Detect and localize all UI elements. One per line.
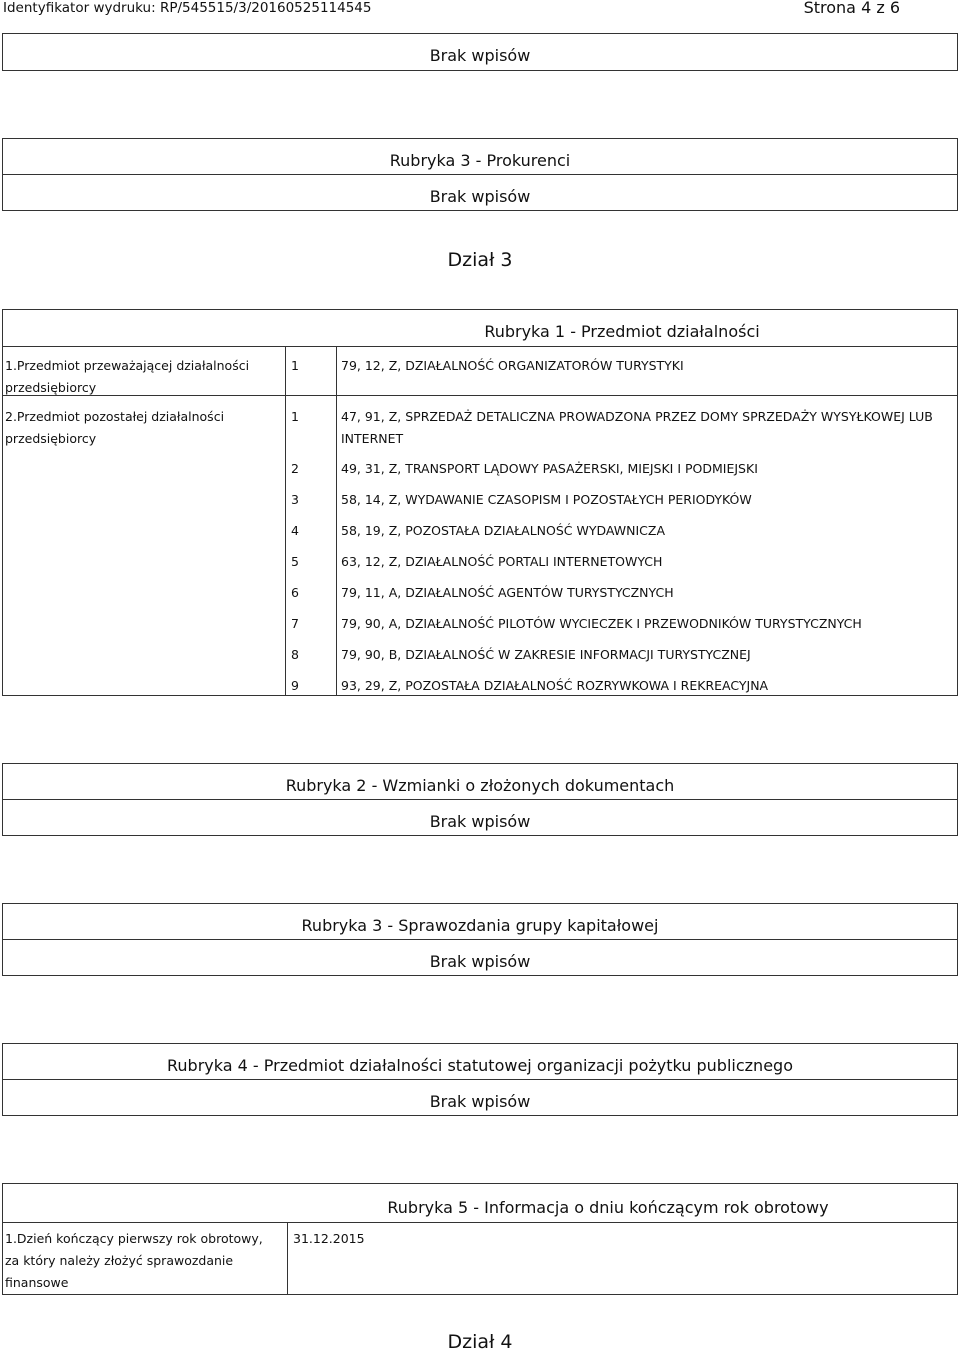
other-activity-text: 63, 12, Z, DZIAŁALNOŚĆ PORTALI INTERNETOWYCH bbox=[341, 554, 663, 569]
main-activity-number: 1 bbox=[291, 358, 299, 373]
other-activity-text: 79, 90, A, DZIAŁALNOŚĆ PILOTÓW WYCIECZEK I PRZEWODNIKÓW TURYSTYCZNYCH bbox=[341, 616, 862, 631]
other-activity-number: 7 bbox=[291, 616, 299, 631]
rubryka-2-empty-text: Brak wpisów bbox=[429, 812, 531, 831]
other-activity-text: 47, 91, Z, SPRZEDAŻ DETALICZNA PROWADZONA PRZEZ DOMY SPRZEDAŻY WYSYŁKOWEJ LUB INTERNET bbox=[341, 409, 933, 446]
other-activity-number: 1 bbox=[291, 409, 299, 424]
rubryka-5-section bbox=[2, 1183, 958, 1295]
previous-rubric-box bbox=[2, 33, 958, 71]
section-title-dzial-4: Dział 4 bbox=[447, 1331, 513, 1353]
rubryka-1-section bbox=[2, 309, 958, 696]
other-activity-number: 9 bbox=[291, 678, 299, 693]
rubryka-4-title: Rubryka 4 - Przedmiot działalności statutowej organizacji pożytku publicznego bbox=[167, 1056, 793, 1075]
rubryka-3-title: Rubryka 3 - Sprawozdania grupy kapitałowej bbox=[301, 916, 659, 935]
rubryka-3-empty-text: Brak wpisów bbox=[429, 952, 531, 971]
main-activity-text: 79, 12, Z, DZIAŁALNOŚĆ ORGANIZATORÓW TURYSTYKI bbox=[341, 358, 684, 373]
main-activity-label: 1.Przedmiot przeważającej działalności przedsiębiorcy bbox=[5, 358, 250, 395]
rubryka-2-section bbox=[2, 763, 958, 836]
other-activity-text: 79, 11, A, DZIAŁALNOŚĆ AGENTÓW TURYSTYCZNYCH bbox=[341, 585, 674, 600]
rubryka-5-title: Rubryka 5 - Informacja o dniu kończącym rok obrotowy bbox=[387, 1198, 829, 1217]
other-activity-text: 58, 14, Z, WYDAWANIE CZASOPISM I POZOSTAŁYCH PERIODYKÓW bbox=[341, 492, 752, 507]
prokurenci-empty-text: Brak wpisów bbox=[429, 187, 531, 206]
other-activity-text: 79, 90, B, DZIAŁALNOŚĆ W ZAKRESIE INFORMACJI TURYSTYCZNEJ bbox=[341, 647, 751, 662]
fiscal-year-end-label: 1.Dzień kończący pierwszy rok obrotowy, za który należy złożyć sprawozdanie finansowe bbox=[5, 1231, 263, 1290]
rubryka-3-section bbox=[2, 903, 958, 976]
other-activity-number: 4 bbox=[291, 523, 299, 538]
rubryka-2-title: Rubryka 2 - Wzmianki o złożonych dokumentach bbox=[285, 776, 675, 795]
other-activity-number: 5 bbox=[291, 554, 299, 569]
prokurenci-section bbox=[2, 138, 958, 211]
empty-entries-text: Brak wpisów bbox=[429, 46, 531, 65]
other-activity-label: 2.Przedmiot pozostałej działalności przedsiębiorcy bbox=[5, 409, 225, 446]
other-activity-number: 6 bbox=[291, 585, 299, 600]
rubryka-4-empty-text: Brak wpisów bbox=[429, 1092, 531, 1111]
other-activity-number: 3 bbox=[291, 492, 299, 507]
other-activity-number: 8 bbox=[291, 647, 299, 662]
print-identifier: Identyfikator wydruku: RP/545515/3/20160525114545 bbox=[3, 0, 372, 16]
other-activity-text: 58, 19, Z, POZOSTAŁA DZIAŁALNOŚĆ WYDAWNICZA bbox=[341, 523, 665, 538]
page-number: Strona 4 z 6 bbox=[803, 0, 900, 17]
other-activity-number: 2 bbox=[291, 461, 299, 476]
section-title-dzial-3: Dział 3 bbox=[447, 249, 513, 271]
other-activity-text: 49, 31, Z, TRANSPORT LĄDOWY PASAŻERSKI, MIEJSKI I PODMIEJSKI bbox=[341, 461, 758, 476]
fiscal-year-end-value: 31.12.2015 bbox=[293, 1231, 365, 1246]
other-activity-text: 93, 29, Z, POZOSTAŁA DZIAŁALNOŚĆ ROZRYWKOWA I REKREACYJNA bbox=[341, 678, 769, 693]
rubryka-4-section bbox=[2, 1043, 958, 1116]
rubryka-1-title: Rubryka 1 - Przedmiot działalności bbox=[484, 322, 760, 341]
prokurenci-title: Rubryka 3 - Prokurenci bbox=[389, 151, 571, 170]
